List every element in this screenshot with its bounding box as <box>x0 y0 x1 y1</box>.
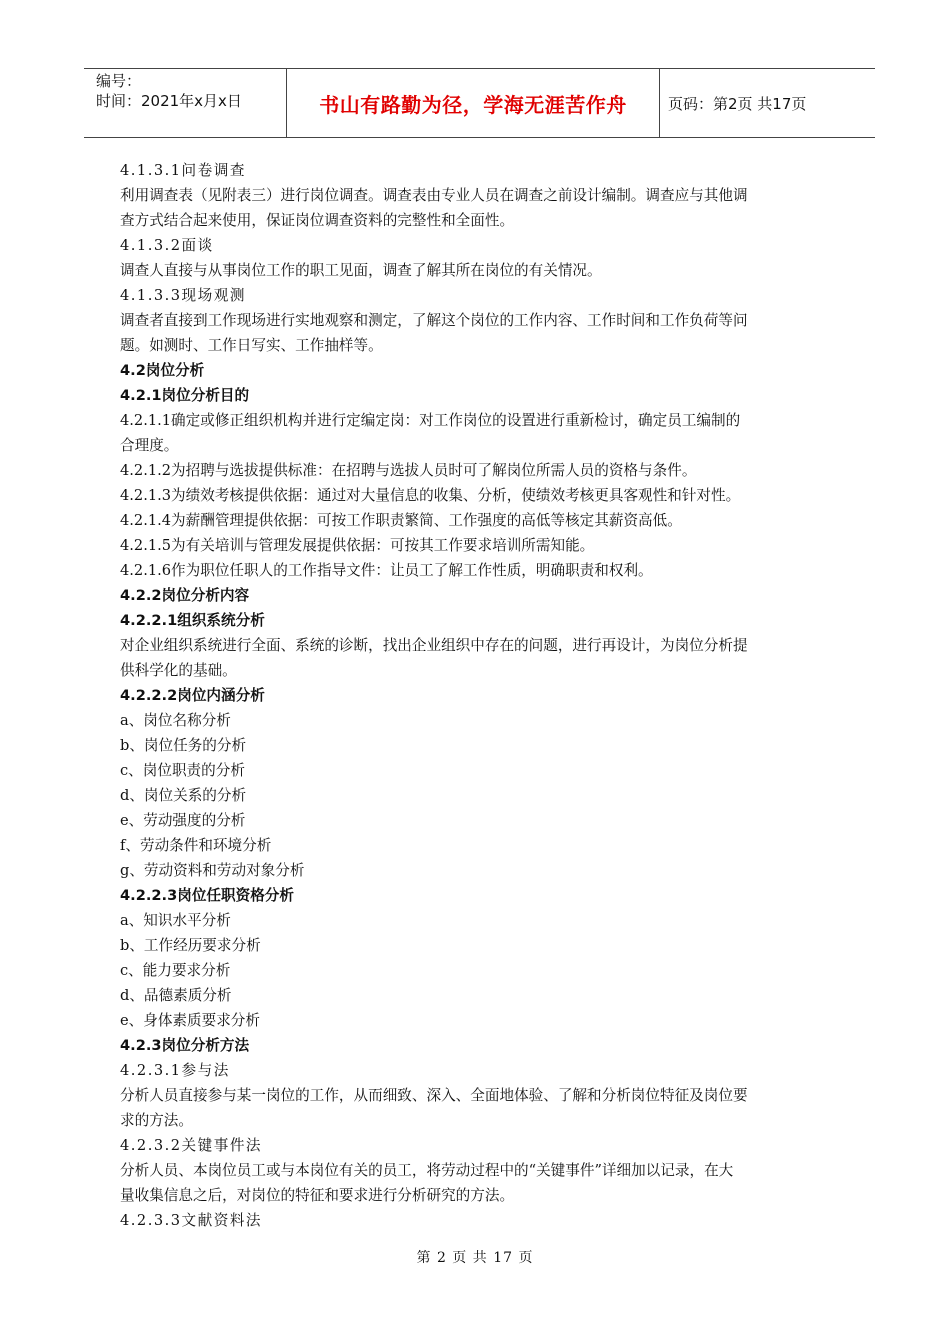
list-item: a、岗位名称分析 <box>120 712 231 729</box>
list-item: e、劳动强度的分析 <box>120 812 246 829</box>
section-heading: 4.2.3岗位分析方法 <box>120 1037 250 1054</box>
section-heading: 4.2.2.3岗位任职资格分析 <box>120 887 294 904</box>
paragraph-line: 调查人直接与从事岗位工作的职工见面，调查了解其所在岗位的有关情况。 <box>120 262 602 279</box>
page-header <box>84 68 875 138</box>
header-page-info: 页码：第2页 共17页 <box>668 94 807 113</box>
paragraph-line: 题。如测时、工作日写实、工作抽样等。 <box>120 337 383 354</box>
paragraph-line: 4.2.1.2为招聘与选拔提供标准：在招聘与选拔人员时可了解岗位所需人员的资格与条件。 <box>120 462 697 479</box>
list-item: c、岗位职责的分析 <box>120 762 245 779</box>
subsection-heading: 4.2.3.2关键事件法 <box>120 1137 263 1154</box>
list-item: c、能力要求分析 <box>120 962 231 979</box>
list-item: b、工作经历要求分析 <box>120 937 261 954</box>
subsection-heading: 4.2.3.1参与法 <box>120 1062 230 1079</box>
paragraph-line: 4.2.1.1确定或修正组织机构并进行定编定岗：对工作岗位的设置进行重新检讨，确定员工编制的 <box>120 412 741 429</box>
list-item: d、岗位关系的分析 <box>120 787 247 804</box>
list-item: g、劳动资料和劳动对象分析 <box>120 862 305 879</box>
header-meta <box>84 69 287 137</box>
paragraph-line: 4.2.1.6作为职位任职人的工作指导文件：让员工了解工作性质，明确职责和权利。 <box>120 562 653 579</box>
document-body <box>120 158 842 1233</box>
list-item: e、身体素质要求分析 <box>120 1012 260 1029</box>
list-item: b、岗位任务的分析 <box>120 737 247 754</box>
list-item: d、品德素质分析 <box>120 987 232 1004</box>
paragraph-line: 4.2.1.5为有关培训与管理发展提供依据：可按其工作要求培训所需知能。 <box>120 537 595 554</box>
header-motto: 书山有路勤为径，学海无涯苦作舟 <box>287 69 660 137</box>
paragraph-line: 4.2.1.4为薪酬管理提供依据：可按工作职责繁简、工作强度的高低等核定其薪资高低。 <box>120 512 682 529</box>
subsection-heading: 4.1.3.3现场观测 <box>120 287 246 304</box>
paragraph-line: 调查者直接到工作现场进行实地观察和测定，了解这个岗位的工作内容、工作时间和工作负荷等问 <box>120 312 748 329</box>
paragraph-line: 分析人员、本岗位员工或与本岗位有关的员工，将劳动过程中的“关键事件”详细加以记录，在大 <box>120 1162 734 1179</box>
section-heading: 4.2.2岗位分析内容 <box>120 587 250 604</box>
paragraph-line: 合理度。 <box>120 437 179 454</box>
subsection-heading: 4.2.3.3文献资料法 <box>120 1212 263 1229</box>
document-time-label: 时间：2021年x月x日 <box>96 92 242 110</box>
list-item: a、知识水平分析 <box>120 912 231 929</box>
paragraph-line: 查方式结合起来使用，保证岗位调查资料的完整性和全面性。 <box>120 212 515 229</box>
list-item: f、劳动条件和环境分析 <box>120 837 272 854</box>
document-number-label: 编号： <box>96 72 142 90</box>
section-heading: 4.2岗位分析 <box>120 362 205 379</box>
paragraph-line: 对企业组织系统进行全面、系统的诊断，找出企业组织中存在的问题，进行再设计，为岗位分析提 <box>120 637 748 654</box>
section-heading: 4.2.1岗位分析目的 <box>120 387 250 404</box>
paragraph-line: 4.2.1.3为绩效考核提供依据：通过对大量信息的收集、分析，使绩效考核更具客观性和针对性。 <box>120 487 741 504</box>
subsection-heading: 4.1.3.1问卷调查 <box>120 162 246 179</box>
paragraph-line: 量收集信息之后，对岗位的特征和要求进行分析研究的方法。 <box>120 1187 515 1204</box>
paragraph-line: 求的方法。 <box>120 1112 193 1129</box>
page-footer: 第 2 页 共 17 页 <box>416 1250 534 1266</box>
paragraph-line: 利用调查表（见附表三）进行岗位调查。调查表由专业人员在调查之前设计编制。调查应与其他调 <box>120 187 748 204</box>
section-heading: 4.2.2.2岗位内涵分析 <box>120 687 265 704</box>
subsection-heading: 4.1.3.2面谈 <box>120 237 214 254</box>
paragraph-line: 分析人员直接参与某一岗位的工作，从而细致、深入、全面地体验、了解和分析岗位特征及岗位要 <box>120 1087 748 1104</box>
section-heading: 4.2.2.1组织系统分析 <box>120 612 265 629</box>
paragraph-line: 供科学化的基础。 <box>120 662 237 679</box>
